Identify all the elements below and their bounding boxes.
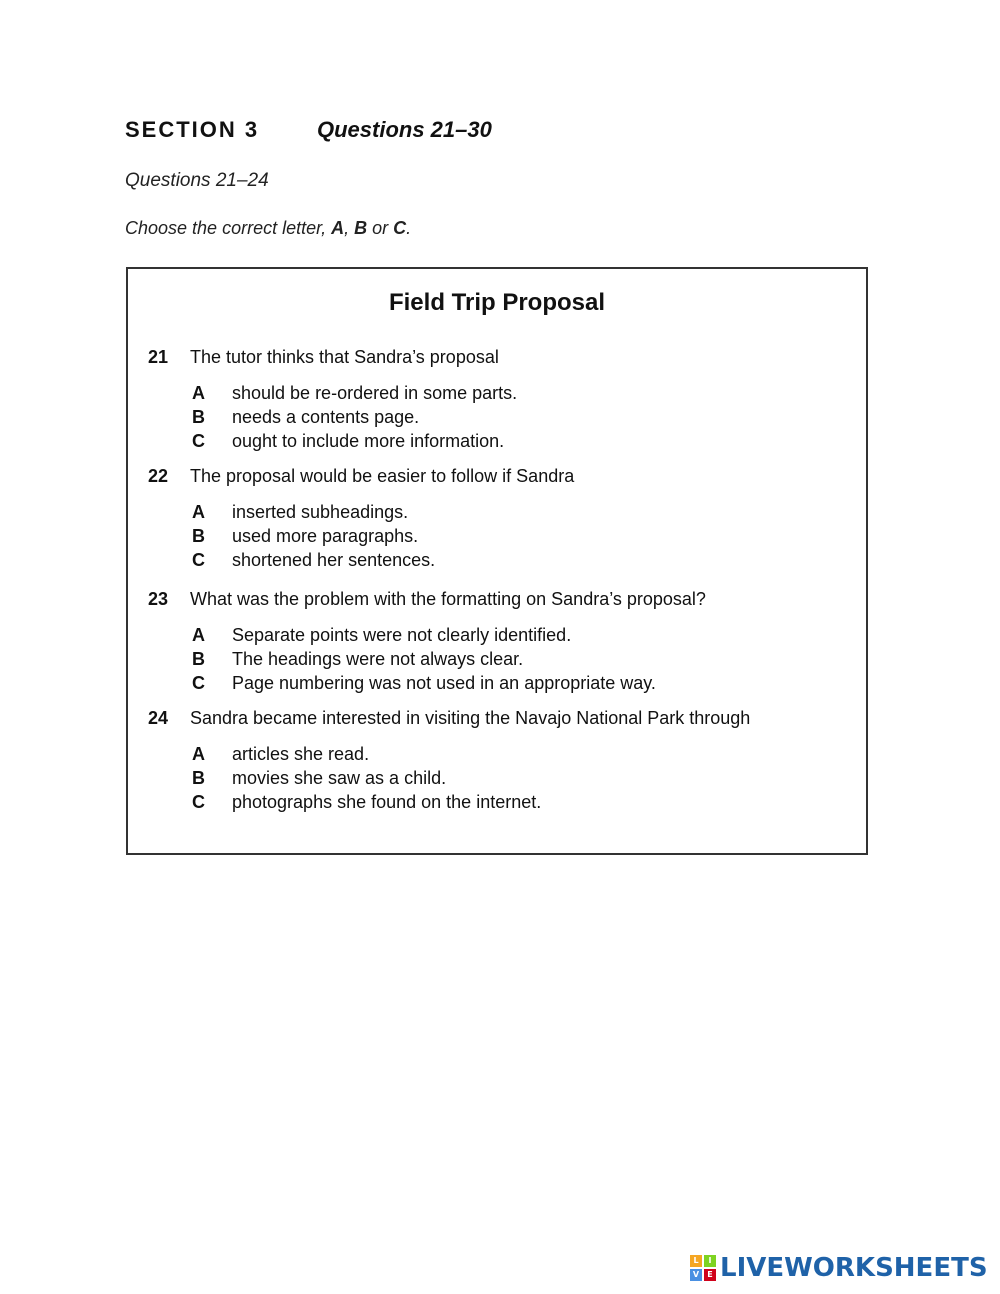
instruction-letter-c: C — [393, 218, 407, 238]
option-b[interactable] — [148, 768, 846, 792]
subheading-questions-range: Questions 21–24 — [125, 170, 269, 191]
option-c[interactable] — [148, 673, 846, 697]
option-text: photographs she found on the internet. — [232, 792, 542, 812]
option-text: Page numbering was not used in an appropriate way. — [232, 673, 656, 693]
option-a[interactable] — [148, 744, 846, 768]
option-b[interactable] — [148, 649, 846, 673]
question-number: 22 — [148, 466, 169, 486]
logo-tile: E — [704, 1269, 716, 1281]
question-text: The tutor thinks that Sandra’s proposal — [190, 347, 499, 367]
instruction-suffix: . — [406, 218, 412, 238]
question-21 — [148, 347, 846, 455]
options-list — [148, 502, 846, 574]
option-letter: C — [192, 550, 205, 570]
option-text: The headings were not always clear. — [232, 649, 524, 669]
option-letter: A — [192, 744, 205, 764]
section-questions-range: Questions 21–30 — [317, 117, 492, 142]
option-letter: C — [192, 792, 205, 812]
box-title: Field Trip Proposal — [388, 289, 606, 316]
liveworksheets-brand — [690, 1252, 988, 1284]
options-list — [148, 744, 846, 816]
option-text: articles she read. — [232, 744, 370, 764]
option-text: Separate points were not clearly identified. — [232, 625, 572, 645]
question-23 — [148, 589, 846, 697]
option-letter: C — [192, 431, 205, 451]
question-24 — [148, 708, 846, 816]
option-text: shortened her sentences. — [232, 550, 436, 570]
question-text: Sandra became interested in visiting the Navajo National Park through — [190, 708, 751, 728]
logo-tile: I — [704, 1255, 716, 1267]
instruction — [125, 218, 411, 239]
question-text: What was the problem with the formatting on Sandra’s proposal? — [190, 589, 706, 609]
question-head — [148, 347, 846, 371]
logo-tile: V — [690, 1269, 702, 1281]
option-text: movies she saw as a child. — [232, 768, 447, 788]
option-a[interactable] — [148, 625, 846, 649]
option-letter: B — [192, 768, 205, 788]
section-label: SECTION 3 — [125, 117, 260, 142]
question-number: 23 — [148, 589, 169, 609]
instruction-letter-a: A — [331, 218, 345, 238]
instruction-sep2: or — [367, 218, 394, 238]
question-head — [148, 589, 846, 613]
question-number: 24 — [148, 708, 169, 728]
option-c[interactable] — [148, 431, 846, 455]
option-letter: B — [192, 407, 205, 427]
question-head — [148, 708, 846, 732]
option-b[interactable] — [148, 407, 846, 431]
option-text: needs a contents page. — [232, 407, 420, 427]
option-b[interactable] — [148, 526, 846, 550]
option-letter: C — [192, 673, 205, 693]
option-letter: B — [192, 649, 205, 669]
option-c[interactable] — [148, 550, 846, 574]
liveworksheets-logo-icon — [690, 1255, 716, 1281]
question-text: The proposal would be easier to follow if Sandra — [190, 466, 575, 486]
option-text: inserted subheadings. — [232, 502, 409, 522]
instruction-prefix: Choose the correct letter, — [125, 218, 332, 238]
option-text: should be re-ordered in some parts. — [232, 383, 518, 403]
option-letter: A — [192, 502, 205, 522]
option-text: used more paragraphs. — [232, 526, 419, 546]
options-list — [148, 383, 846, 455]
question-head — [148, 466, 846, 490]
option-letter: A — [192, 383, 205, 403]
logo-tile: L — [690, 1255, 702, 1267]
option-c[interactable] — [148, 792, 846, 816]
option-a[interactable] — [148, 502, 846, 526]
option-text: ought to include more information. — [232, 431, 505, 451]
instruction-letter-b: B — [354, 218, 368, 238]
option-letter: A — [192, 625, 205, 645]
question-22 — [148, 466, 846, 574]
question-box — [126, 267, 868, 855]
options-list — [148, 625, 846, 697]
instruction-sep1: , — [344, 218, 355, 238]
section-header — [125, 117, 492, 147]
brand-name: LIVEWORKSHEETS — [720, 1253, 988, 1283]
option-letter: B — [192, 526, 205, 546]
option-a[interactable] — [148, 383, 846, 407]
question-number: 21 — [148, 347, 169, 367]
